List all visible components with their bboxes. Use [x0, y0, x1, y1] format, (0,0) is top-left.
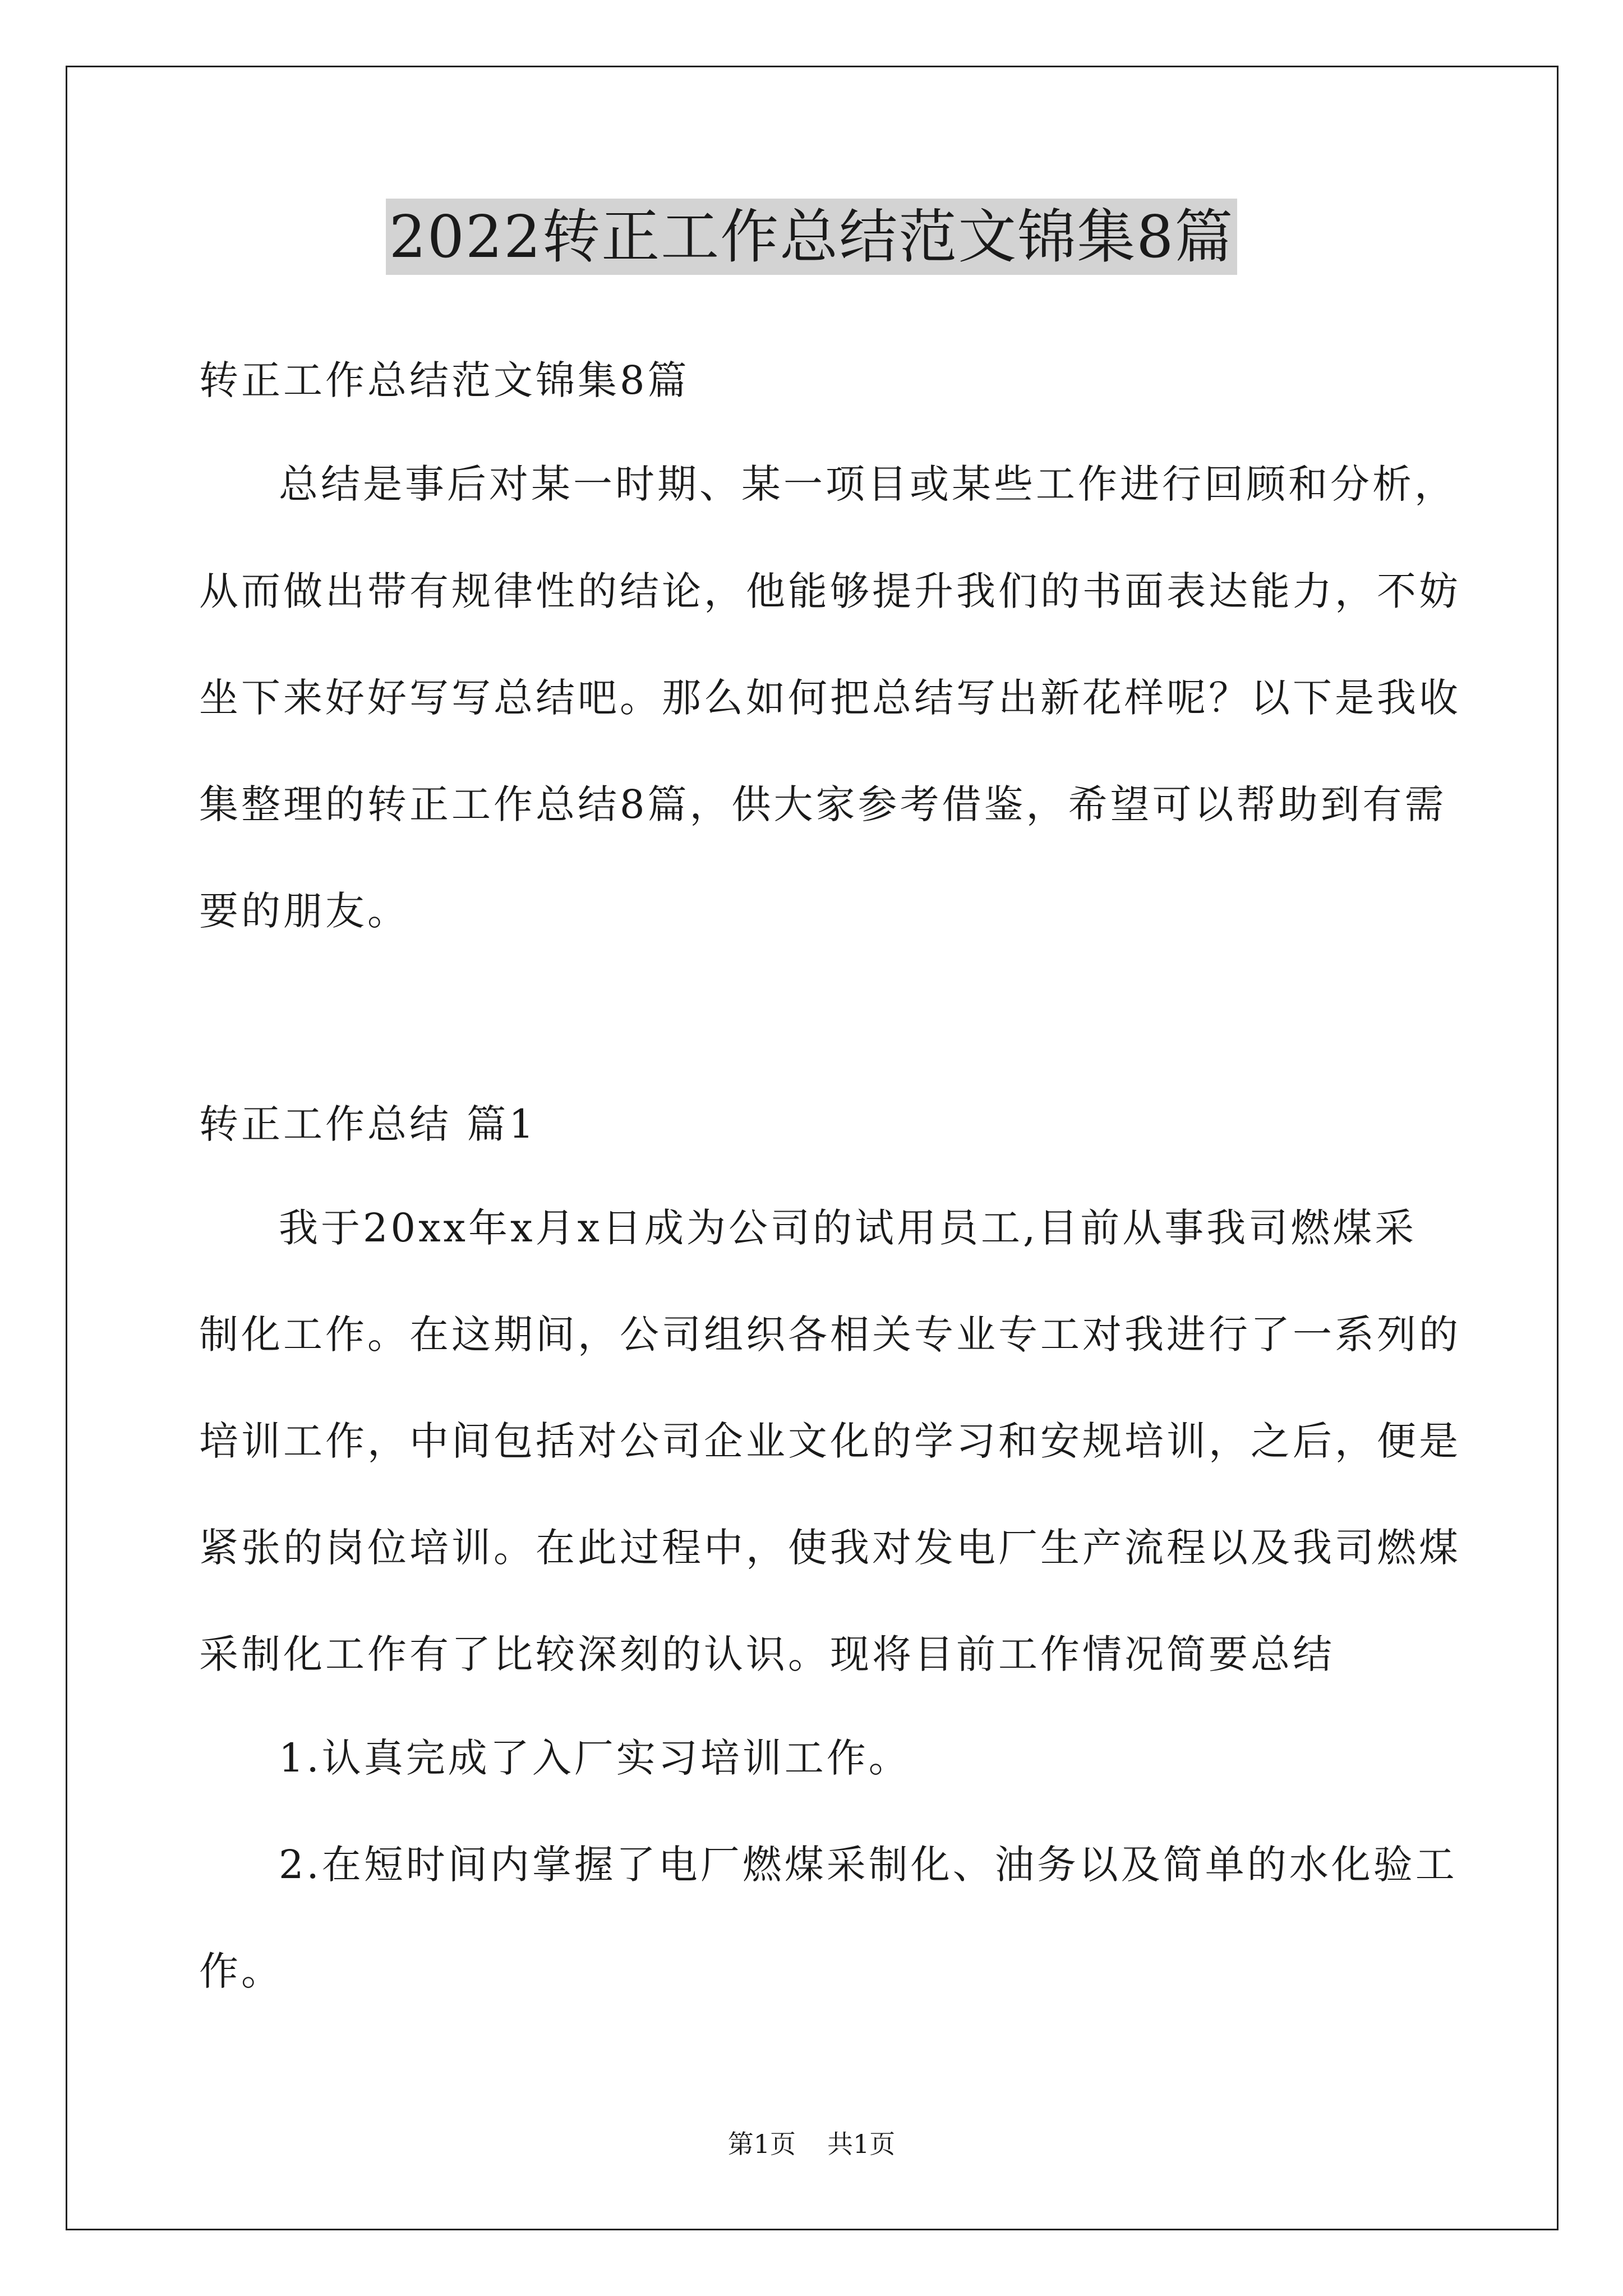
intro-line-3: 坐下来好好写写总结吧。那么如何把总结写出新花样呢？以下是我收: [199, 675, 1461, 721]
list-item-2-continued: 作。: [199, 1948, 283, 1994]
intro-line-1: 总结是事后对某一时期、某一项目或某些工作进行回顾和分析，: [279, 461, 1456, 507]
intro-line-4: 集整理的转正工作总结8篇，供大家参考借鉴，希望可以帮助到有需: [199, 781, 1447, 827]
section-line-4: 紧张的岗位培训。在此过程中，使我对发电厂生产流程以及我司燃煤: [199, 1525, 1461, 1571]
section-line-5: 采制化工作有了比较深刻的认识。现将目前工作情况简要总结: [199, 1631, 1335, 1677]
document-subtitle: 转正工作总结范文锦集8篇: [199, 357, 690, 403]
title-container: [0, 199, 1623, 275]
document-title: 2022转正工作总结范文锦集8篇: [386, 199, 1238, 275]
intro-line-2: 从而做出带有规律性的结论，他能够提升我们的书面表达能力，不妨: [199, 568, 1461, 614]
section-heading: 转正工作总结 篇1: [199, 1101, 537, 1147]
section-line-1: 我于20xx年x月x日成为公司的试用员工,目前从事我司燃煤采: [279, 1205, 1417, 1251]
section-line-3: 培训工作，中间包括对公司企业文化的学习和安规培训，之后，便是: [199, 1418, 1461, 1464]
intro-line-5: 要的朋友。: [199, 888, 409, 934]
page-total: 共1页: [827, 2129, 896, 2159]
page-number: 第1页: [727, 2129, 796, 2159]
list-item-1: 1.认真完成了入厂实习培训工作。: [279, 1735, 911, 1781]
page-footer: [0, 2127, 1623, 2161]
section-line-2: 制化工作。在这期间，公司组织各相关专业专工对我进行了一系列的: [199, 1312, 1461, 1358]
list-item-2: 2.在短时间内掌握了电厂燃煤采制化、油务以及简单的水化验工: [279, 1842, 1458, 1888]
